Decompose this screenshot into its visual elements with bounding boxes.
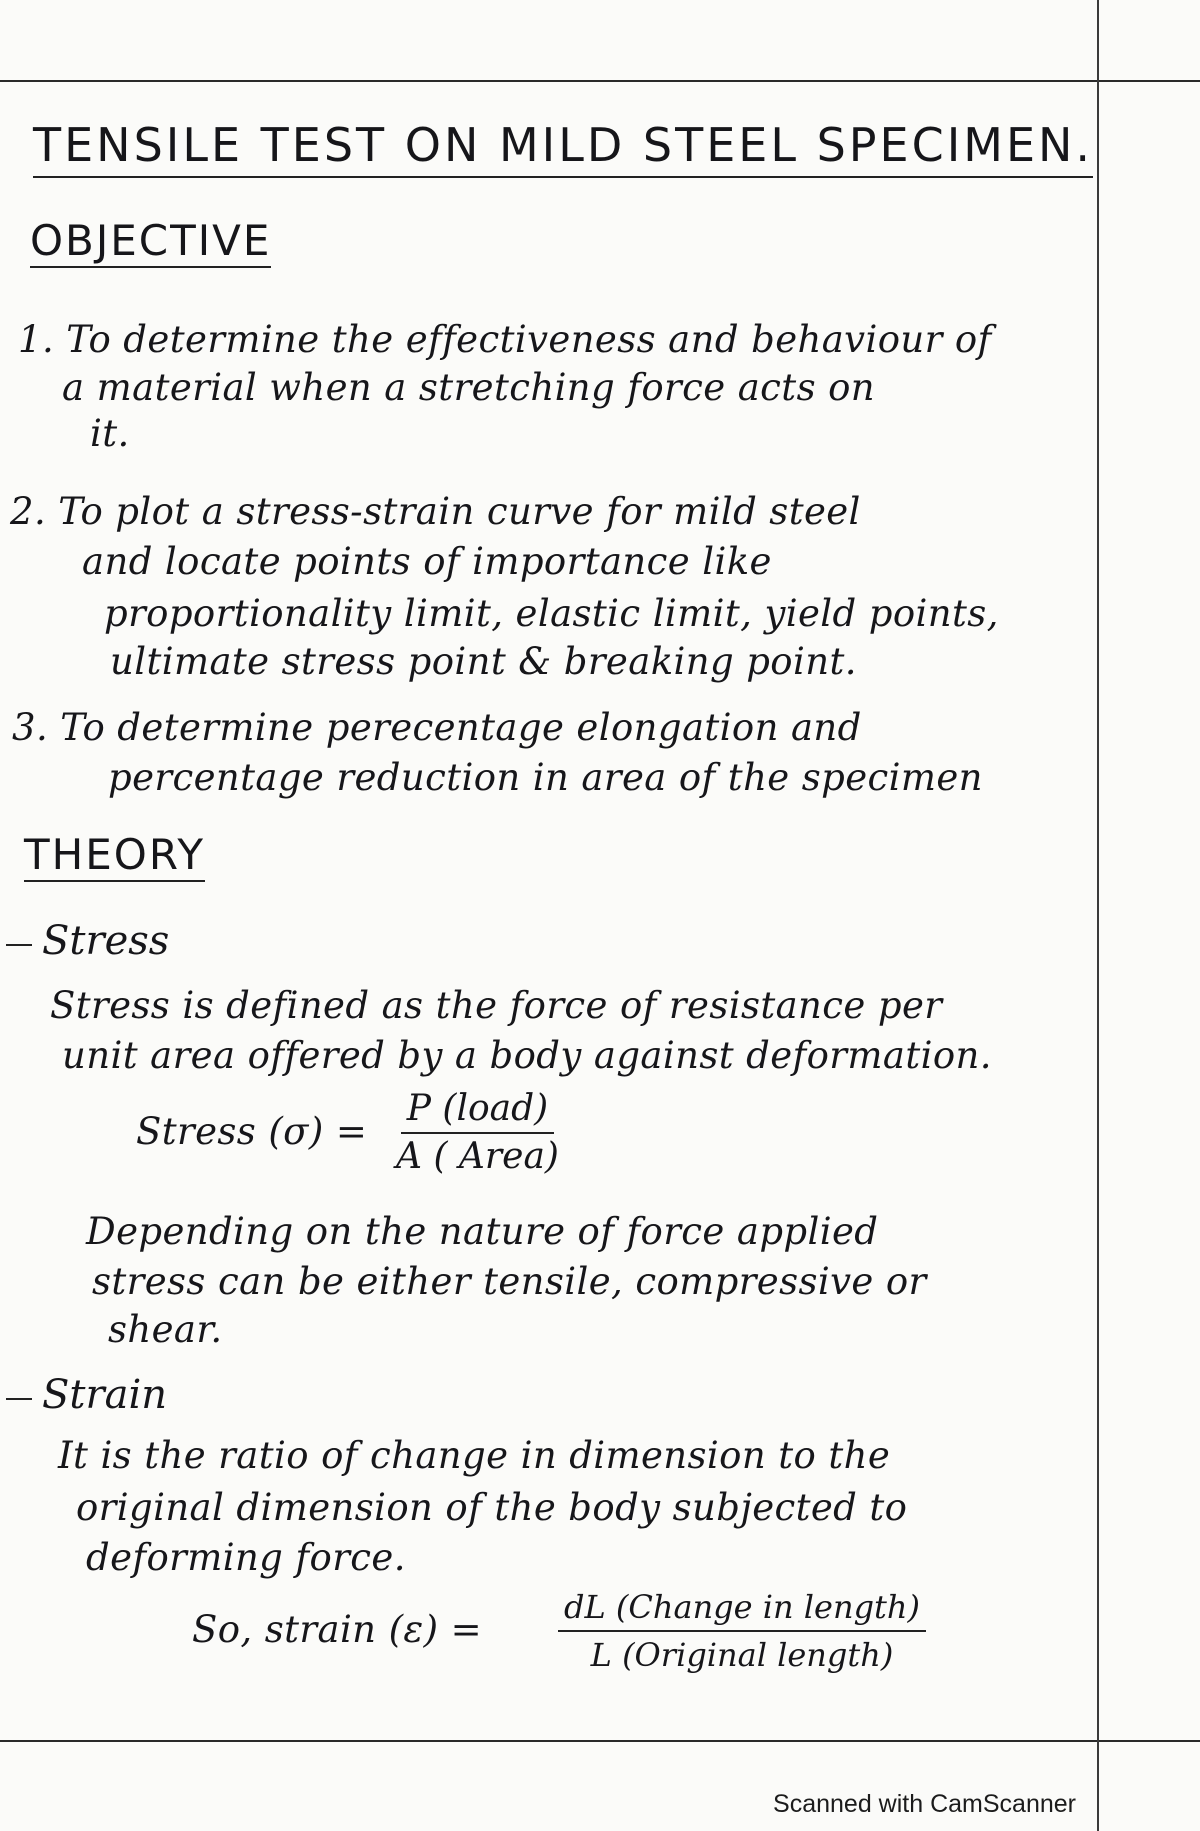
strain-formula-numerator: dL (Change in length) [558,1586,926,1632]
stress-formula-fraction [396,1088,559,1178]
right-margin-line [1097,0,1099,1831]
camscanner-watermark: Scanned with CamScanner [773,1790,1076,1818]
objective-line: a material when a stretching force acts on [62,366,876,409]
strain-definition-line: deforming force. [86,1536,406,1579]
stress-formula-lhs: Stress (σ) = [136,1110,368,1153]
stress-note-line: stress can be either tensile, compressive or [92,1260,927,1303]
objective-line: 2. To plot a stress-strain curve for mild steel [10,490,861,533]
stress-definition-line: Stress is defined as the force of resistance per [50,984,943,1027]
top-ruled-line [0,80,1200,82]
strain-formula-lhs: So, strain (ε) = [192,1608,483,1651]
strain-subheading: Strain [42,1372,167,1418]
objective-line: proportionality limit, elastic limit, yield points, [104,592,999,635]
stress-formula-denominator: A ( Area) [396,1136,559,1177]
bottom-ruled-line [0,1740,1200,1742]
bullet-dash [6,1398,32,1400]
strain-formula-denominator: L (Original length) [590,1636,894,1674]
stress-formula-numerator: P (load) [401,1088,554,1134]
strain-definition-line: original dimension of the body subjected to [76,1486,908,1529]
objective-line: 1. To determine the effectiveness and behaviour of [18,318,992,361]
objective-line: and locate points of importance like [82,540,772,583]
stress-definition-line: unit area offered by a body against deformation. [62,1034,992,1077]
strain-definition-line: It is the ratio of change in dimension to the [58,1434,891,1477]
bullet-dash [6,944,32,946]
stress-note-line: Depending on the nature of force applied [86,1210,879,1253]
objective-line: ultimate stress point & breaking point. [110,640,857,683]
theory-heading: THEORY [24,830,205,882]
stress-subheading: Stress [42,918,170,964]
objective-line: percentage reduction in area of the specimen [108,756,983,799]
stress-note-line: shear. [108,1308,223,1351]
strain-formula-fraction [558,1586,926,1676]
page-title: TENSILE TEST ON MILD STEEL SPECIMEN. [33,118,1093,178]
objective-line: it. [90,412,130,455]
objective-line: 3. To determine perecentage elongation and [12,706,862,749]
objective-heading: OBJECTIVE [30,216,271,268]
